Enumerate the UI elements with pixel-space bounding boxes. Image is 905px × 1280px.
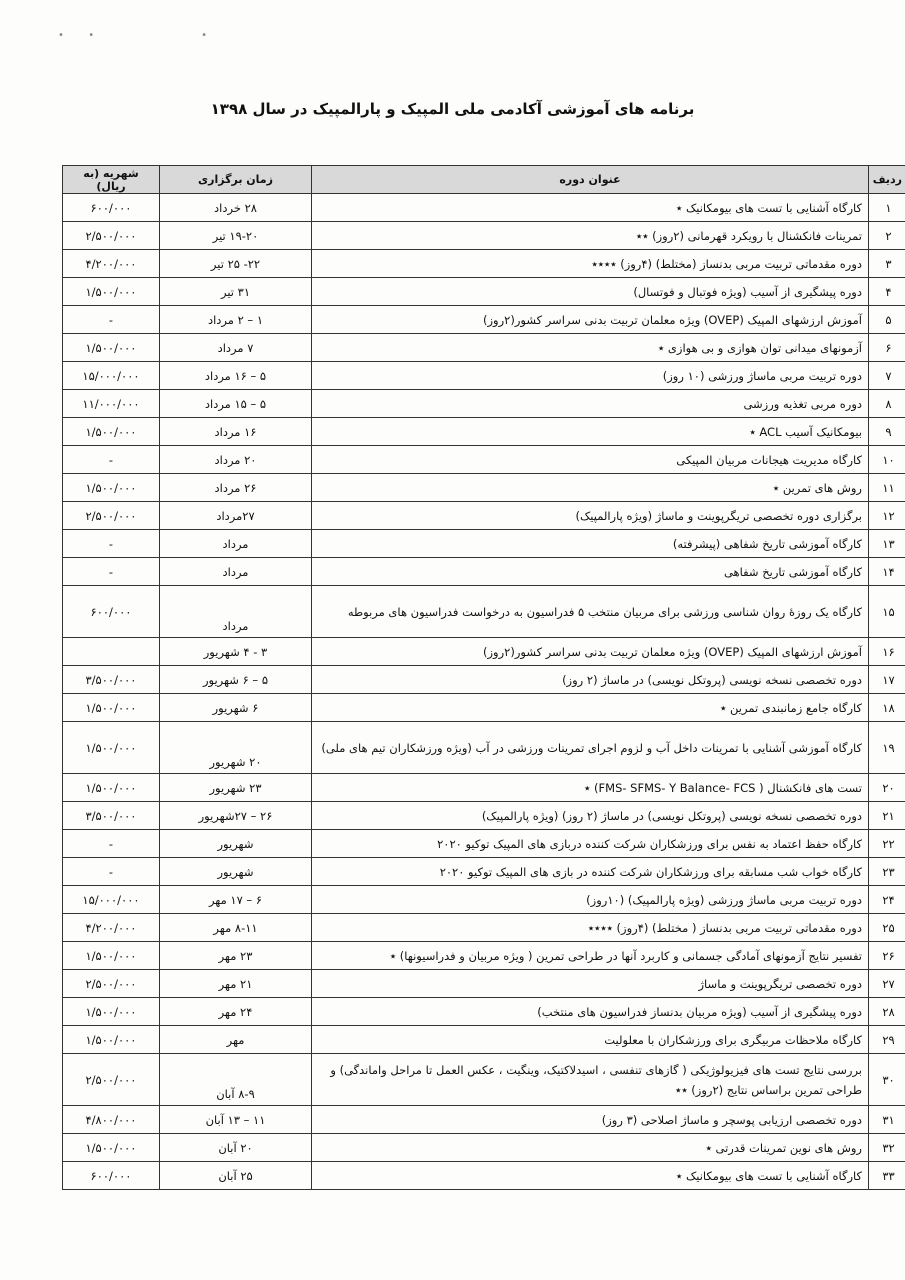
table-row [63,802,905,830]
row-number-cell: ۱۸ [869,694,905,722]
fee-cell: ۴/۲۰۰/۰۰۰ [63,250,160,278]
date-cell: ۵ – ۱۶ مرداد [160,362,312,390]
date-cell: ۵ – ۶ شهریور [160,666,312,694]
fee-cell: ۱/۵۰۰/۰۰۰ [63,278,160,306]
table-row [63,530,905,558]
table-row [63,666,905,694]
date-cell: ۱۹-۲۰ تیر [160,222,312,250]
fee-cell: ۳/۵۰۰/۰۰۰ [63,666,160,694]
table-row [63,886,905,914]
course-title-cell: دوره مربی تغذیه ورزشی [312,390,869,418]
table-row [63,970,905,998]
table-row [63,1162,905,1190]
course-title-cell: تمرینات فانکشنال با رویکرد قهرمانی (۲روز) ٭٭ [312,222,869,250]
course-title-cell: کارگاه جامع زمانبندی تمرین ٭ [312,694,869,722]
table-row [63,390,905,418]
table-row [63,774,905,802]
date-cell: ۳ - ۴ شهریور [160,638,312,666]
date-cell: ۱۱ – ۱۳ آبان [160,1106,312,1134]
row-number-cell: ۸ [869,390,905,418]
table-row [63,474,905,502]
date-cell: مرداد [160,586,312,638]
table-row [63,222,905,250]
header-date: زمان برگزاری [160,166,312,194]
fee-cell: ۶۰۰/۰۰۰ [63,586,160,638]
table-row [63,694,905,722]
row-number-cell: ۴ [869,278,905,306]
date-cell: ۸-۱۱ مهر [160,914,312,942]
row-number-cell: ۱۱ [869,474,905,502]
table-row [63,1026,905,1054]
date-cell: ۱ – ۲ مرداد [160,306,312,334]
table-header-row [63,166,905,194]
course-title-cell: کارگاه ملاحظات مربیگری برای ورزشکاران با معلولیت [312,1026,869,1054]
fee-cell: ۱/۵۰۰/۰۰۰ [63,1134,160,1162]
row-number-cell: ۱۵ [869,586,905,638]
fee-cell: - [63,446,160,474]
fee-cell: ۱۵/۰۰۰/۰۰۰ [63,886,160,914]
date-cell: ۲۲- ۲۵ تیر [160,250,312,278]
fee-cell: ۲/۵۰۰/۰۰۰ [63,1054,160,1106]
course-title-cell: دوره پیشگیری از آسیب (ویژه مربیان بدنساز فدراسیون های منتخب) [312,998,869,1026]
row-number-cell: ۵ [869,306,905,334]
date-cell: ۲۳ شهریور [160,774,312,802]
date-cell: ۲۰ شهریور [160,722,312,774]
fee-cell: ۱/۵۰۰/۰۰۰ [63,998,160,1026]
fee-cell: ۱/۵۰۰/۰۰۰ [63,942,160,970]
course-title-cell: آموزش ارزشهای المپیک (OVEP) ویژه معلمان تربیت بدنی سراسر کشور(۲روز) [312,638,869,666]
course-title-cell: دوره مقدماتی تربیت مربی بدنساز ( مختلط) (۴روز) ٭٭٭٭ [312,914,869,942]
row-number-cell: ۱۷ [869,666,905,694]
date-cell: ۲۳ مهر [160,942,312,970]
fee-cell: ۲/۵۰۰/۰۰۰ [63,502,160,530]
fee-cell: ۱/۵۰۰/۰۰۰ [63,774,160,802]
date-cell: ۲۶ – ۲۷شهریور [160,802,312,830]
course-title-cell: کارگاه مدیریت هیجانات مربیان المپیکی [312,446,869,474]
row-number-cell: ۱۳ [869,530,905,558]
fee-cell: ۱/۵۰۰/۰۰۰ [63,334,160,362]
row-number-cell: ۲۲ [869,830,905,858]
course-title-cell: دوره تربیت مربی ماساژ ورزشی (ویژه پارالمپیک) (۱۰روز) [312,886,869,914]
fee-cell: ۶۰۰/۰۰۰ [63,1162,160,1190]
row-number-cell: ۲۴ [869,886,905,914]
fee-cell: ۲/۵۰۰/۰۰۰ [63,222,160,250]
row-number-cell: ۹ [869,418,905,446]
course-title-cell: کارگاه آموزشی آشنایی با تمرینات داخل آب و لزوم اجرای تمرینات ورزشی در آب (ویژه ورزشکاران تیم های ملی) [312,722,869,774]
fee-cell: - [63,306,160,334]
course-title-cell: روش های نوین تمرینات قدرتی ٭ [312,1134,869,1162]
table-row [63,586,905,638]
course-title-cell: دوره تربیت مربی ماساژ ورزشی (۱۰ روز) [312,362,869,390]
course-title-cell: بیومکانیک آسیب ACL ٭ [312,418,869,446]
date-cell: ۳۱ تیر [160,278,312,306]
course-title-cell: دوره تخصصی نسخه نویسی (پروتکل نویسی) در ماساژ (۲ روز) (ویژه پارالمپیک) [312,802,869,830]
fee-cell [63,638,160,666]
course-title-cell: کارگاه حفظ اعتماد به نفس برای ورزشکاران شرکت کننده دربازی های المپیک توکیو ۲۰۲۰ [312,830,869,858]
table-row [63,502,905,530]
row-number-cell: ۲۶ [869,942,905,970]
fee-cell: ۳/۵۰۰/۰۰۰ [63,802,160,830]
row-number-cell: ۲۸ [869,998,905,1026]
row-number-cell: ۳۲ [869,1134,905,1162]
date-cell: ۸-۹ آبان [160,1054,312,1106]
row-number-cell: ۱۴ [869,558,905,586]
header-course-title: عنوان دوره [312,166,869,194]
course-title-cell: کارگاه آموزشی تاریخ شفاهی (پیشرفته) [312,530,869,558]
fee-cell: ۱/۵۰۰/۰۰۰ [63,694,160,722]
table-row [63,306,905,334]
date-cell: ۲۶ مرداد [160,474,312,502]
course-title-cell: کارگاه آشنایی با تست های بیومکانیک ٭ [312,1162,869,1190]
row-number-cell: ۱۶ [869,638,905,666]
table-row [63,638,905,666]
course-title-cell: تفسیر نتایج آزمونهای آمادگی جسمانی و کاربرد آنها در طراحی تمرین ( ویژه مربیان و فدراسیونها) ٭ [312,942,869,970]
table-row [63,194,905,222]
table-row [63,362,905,390]
course-title-cell: آزمونهای میدانی توان هوازی و بی هوازی ٭ [312,334,869,362]
course-title-cell: بررسی نتایج تست های فیزیولوژیکی ( گازهای تنفسی ، اسیدلاکتیک، وینگیت ، عکس العمل تا مراحل واماندگی) و طراحی تمرین براساس نتایج (۲روز) ٭٭ [312,1054,869,1106]
fee-cell: ۱۱/۰۰۰/۰۰۰ [63,390,160,418]
row-number-cell: ۲ [869,222,905,250]
date-cell: ۲۰ آبان [160,1134,312,1162]
fee-cell: ۴/۸۰۰/۰۰۰ [63,1106,160,1134]
fee-cell: ۱/۵۰۰/۰۰۰ [63,418,160,446]
row-number-cell: ۳ [869,250,905,278]
header-row-number: ردیف [869,166,905,194]
scan-marks: • • • [58,30,214,41]
course-title-cell: کارگاه آشنایی با تست های بیومکانیک ٭ [312,194,869,222]
header-fee: شهریه (به ریال) [63,166,160,194]
course-title-cell: تست های فانکشنال ( FMS- SFMS- Y Balance- FCS) ٭ [312,774,869,802]
date-cell: ۲۰ مرداد [160,446,312,474]
row-number-cell: ۲۹ [869,1026,905,1054]
date-cell: شهریور [160,858,312,886]
table-row [63,914,905,942]
fee-cell: - [63,858,160,886]
table-body [63,194,905,1190]
course-title-cell: دوره پیشگیری از آسیب (ویژه فوتبال و فوتسال) [312,278,869,306]
fee-cell: - [63,530,160,558]
table-row [63,830,905,858]
row-number-cell: ۲۰ [869,774,905,802]
date-cell: مرداد [160,530,312,558]
course-schedule-table [62,165,905,1190]
row-number-cell: ۲۷ [869,970,905,998]
course-title-cell: دوره تخصصی نسخه نویسی (پروتکل نویسی) در ماساژ (۲ روز) [312,666,869,694]
date-cell: ۵ – ۱۵ مرداد [160,390,312,418]
row-number-cell: ۱۰ [869,446,905,474]
row-number-cell: ۳۰ [869,1054,905,1106]
course-title-cell: کارگاه یک روزهٔ روان شناسی ورزشی برای مربیان منتخب ۵ فدراسیون به درخواست فدراسیون های مربوطه [312,586,869,638]
date-cell: ۲۱ مهر [160,970,312,998]
fee-cell: ۱/۵۰۰/۰۰۰ [63,1026,160,1054]
date-cell: ۲۴ مهر [160,998,312,1026]
row-number-cell: ۲۱ [869,802,905,830]
fee-cell: ۲/۵۰۰/۰۰۰ [63,970,160,998]
row-number-cell: ۱۹ [869,722,905,774]
row-number-cell: ۶ [869,334,905,362]
date-cell: ۷ مرداد [160,334,312,362]
date-cell: ۲۵ آبان [160,1162,312,1190]
date-cell: ۶ – ۱۷ مهر [160,886,312,914]
row-number-cell: ۱ [869,194,905,222]
table-row [63,334,905,362]
table-row [63,558,905,586]
course-title-cell: برگزاری دوره تخصصی تریگرپوینت و ماساژ (ویژه پارالمپیک) [312,502,869,530]
course-title-cell: کارگاه آموزشی تاریخ شفاهی [312,558,869,586]
row-number-cell: ۲۳ [869,858,905,886]
table-row [63,446,905,474]
fee-cell: ۱/۵۰۰/۰۰۰ [63,722,160,774]
date-cell: ۶ شهریور [160,694,312,722]
course-title-cell: دوره مقدماتی تربیت مربی بدنساز (مختلط) (۴روز) ٭٭٭٭ [312,250,869,278]
row-number-cell: ۳۳ [869,1162,905,1190]
fee-cell: ۶۰۰/۰۰۰ [63,194,160,222]
date-cell: ۲۷مرداد [160,502,312,530]
fee-cell: ۱/۵۰۰/۰۰۰ [63,474,160,502]
row-number-cell: ۳۱ [869,1106,905,1134]
course-title-cell: آموزش ارزشهای المپیک (OVEP) ویژه معلمان تربیت بدنی سراسر کشور(۲روز) [312,306,869,334]
table-row [63,722,905,774]
table-row [63,1134,905,1162]
row-number-cell: ۲۵ [869,914,905,942]
table-row [63,278,905,306]
table-row [63,998,905,1026]
course-title-cell: دوره تخصصی تریگرپوینت و ماساژ [312,970,869,998]
table-row [63,250,905,278]
row-number-cell: ۷ [869,362,905,390]
date-cell: ۱۶ مرداد [160,418,312,446]
fee-cell: - [63,558,160,586]
table-row [63,858,905,886]
table-row [63,1106,905,1134]
table-row [63,418,905,446]
date-cell: ۲۸ خرداد [160,194,312,222]
fee-cell: ۴/۲۰۰/۰۰۰ [63,914,160,942]
date-cell: مهر [160,1026,312,1054]
course-title-cell: کارگاه خواب شب مسابقه برای ورزشکاران شرکت کننده در بازی های المپیک توکیو ۲۰۲۰ [312,858,869,886]
date-cell: شهریور [160,830,312,858]
course-title-cell: روش های تمرین ٭ [312,474,869,502]
page-title: برنامه های آموزشی آکادمی ملی المپیک و پارالمپیک در سال ۱۳۹۸ [210,100,695,118]
table-row [63,1054,905,1106]
fee-cell: - [63,830,160,858]
row-number-cell: ۱۲ [869,502,905,530]
fee-cell: ۱۵/۰۰۰/۰۰۰ [63,362,160,390]
table-row [63,942,905,970]
date-cell: مرداد [160,558,312,586]
course-title-cell: دوره تخصصی ارزیابی پوسچر و ماساژ اصلاحی (۳ روز) [312,1106,869,1134]
